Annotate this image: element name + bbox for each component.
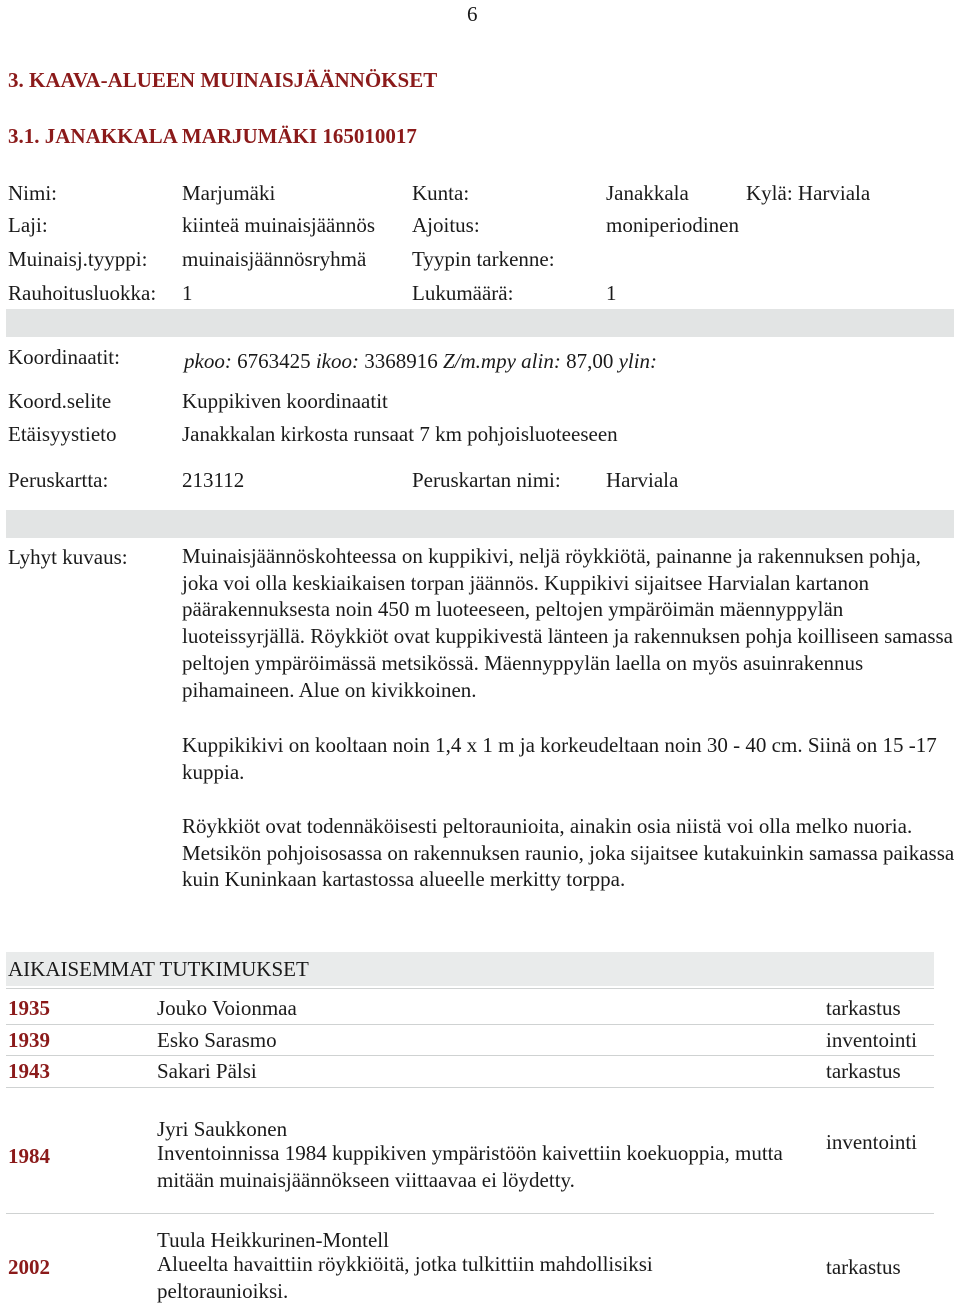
study-note: Alueelta havaittiin röykkiöitä, jotka tulkittiin mahdollisiksi peltoraunioiksi. — [157, 1252, 653, 1303]
peruskartta-label: Peruskartta: — [8, 468, 109, 492]
peruskartta-value: 213112 — [182, 468, 245, 492]
divider-bar-2 — [6, 510, 954, 538]
studies-heading: AIKAISEMMAT TUTKIMUKSET — [8, 957, 309, 981]
row-rule — [6, 1087, 934, 1088]
study-year: 2002 — [8, 1255, 50, 1279]
peruskartan-nimi-value: Harviala — [606, 468, 679, 492]
row-rule — [6, 1213, 934, 1214]
kunta-label: Kunta: — [412, 181, 470, 205]
ajoitus-label: Ajoitus: — [412, 213, 480, 237]
ajoitus-value: moniperiodinen — [606, 213, 739, 237]
study-year: 1939 — [8, 1028, 50, 1052]
kyla: Kylä: Harviala — [746, 181, 871, 205]
section-heading: 3. KAAVA-ALUEEN MUINAISJÄÄNNÖKSET — [8, 68, 438, 92]
row-rule — [6, 1055, 934, 1056]
tarkenne-label: Tyypin tarkenne: — [412, 247, 555, 271]
ikoo-value: 3368916 — [364, 349, 438, 373]
studies-rule — [6, 988, 934, 989]
selite-value: Kuppikiven koordinaatit — [182, 389, 388, 413]
coordinates-line — [184, 349, 657, 373]
study-name: Esko Sarasmo — [157, 1028, 277, 1052]
page-number: 6 — [467, 2, 478, 26]
rauhoitus-label: Rauhoitusluokka: — [8, 281, 157, 305]
kuvaus-paragraph-2: Kuppikikivi on kooltaan noin 1,4 x 1 m ja korkeudeltaan noin 30 - 40 cm. Siinä on 15 -17 kuppia. — [182, 733, 937, 784]
laji-value: kiinteä muinaisjäännös — [182, 213, 376, 237]
etaisyys-value: Janakkalan kirkosta runsaat 7 km pohjoisluoteeseen — [182, 422, 618, 446]
study-name: Sakari Pälsi — [157, 1059, 257, 1083]
study-name: Jyri Saukkonen — [157, 1117, 288, 1141]
study-note: Inventoinnissa 1984 kuppikiven ympäristöön kaivettiin koekuoppia, mutta mitään muinaisjäännökseen viittaavaa ei löydetty. — [157, 1141, 783, 1192]
kuvaus-paragraph-3: Röykkiöt ovat todennäköisesti peltoraunioita, ainakin osia niistä voi olla melko nuoria. Metsikön pohjoisosassa on rakennuksen raunio, joka sijaitsee kutakuinkin samassa paikassa kuin Kuninkaan kartastossa alueelle merkitty torppa. — [182, 814, 955, 892]
study-type: tarkastus — [826, 996, 901, 1020]
kuvaus-label: Lyhyt kuvaus: — [8, 545, 128, 569]
lukumaara-value: 1 — [606, 281, 617, 305]
study-year: 1935 — [8, 996, 50, 1020]
z-value: 87,00 — [566, 349, 614, 373]
study-year: 1943 — [8, 1059, 50, 1083]
coordinates-label: Koordinaatit: — [8, 345, 120, 369]
selite-label: Koord.selite — [8, 389, 112, 413]
ikoo-label: ikoo: — [315, 349, 359, 373]
study-name: Tuula Heikkurinen-Montell — [157, 1228, 389, 1252]
study-type: tarkastus — [826, 1059, 901, 1083]
study-year: 1984 — [8, 1144, 50, 1168]
tyyppi-label: Muinaisj.tyyppi: — [8, 247, 148, 271]
ylin-label: ylin: — [618, 349, 658, 373]
lukumaara-label: Lukumäärä: — [412, 281, 514, 305]
etaisyys-label: Etäisyystieto — [8, 422, 117, 446]
pkoo-label: pkoo: — [184, 349, 232, 373]
peruskartan-nimi-label: Peruskartan nimi: — [412, 468, 561, 492]
study-type: inventointi — [826, 1028, 917, 1052]
z-label: Z/m.mpy alin: — [442, 349, 561, 373]
tyyppi-value: muinaisjäännösryhmä — [182, 247, 367, 271]
nimi-value: Marjumäki — [182, 181, 276, 205]
study-type: tarkastus — [826, 1255, 901, 1279]
kunta-value: Janakkala — [606, 181, 689, 205]
nimi-label: Nimi: — [8, 181, 58, 205]
pkoo-value: 6763425 — [237, 349, 311, 373]
laji-label: Laji: — [8, 213, 48, 237]
sub-heading: 3.1. JANAKKALA MARJUMÄKI 165010017 — [8, 124, 417, 148]
kuvaus-paragraph-1: Muinaisjäännöskohteessa on kuppikivi, neljä röykkiötä, painanne ja rakennuksen pohja, joka voi olla keskiaikaisen torpan jäännös. Kuppikivi sijaitsee Harvialan kartanon päärakennuksesta noin 450 m luoteeseen, peltojen ympäröimän mäennyppylän luoteissyrjällä. Röykkiöt ovat kuppikivestä länteen ja rakennuksen pohja koilliseen samassa peltojen ympäröimässä metsikössä. Mäennyppylän laella on myös asuinrakennus pihamaineen. Alue on kivikkoinen. — [182, 544, 953, 702]
rauhoitus-value: 1 — [182, 281, 193, 305]
study-name: Jouko Voionmaa — [157, 996, 297, 1020]
study-type: inventointi — [826, 1130, 917, 1154]
row-rule — [6, 1024, 934, 1025]
divider-bar — [6, 309, 954, 337]
